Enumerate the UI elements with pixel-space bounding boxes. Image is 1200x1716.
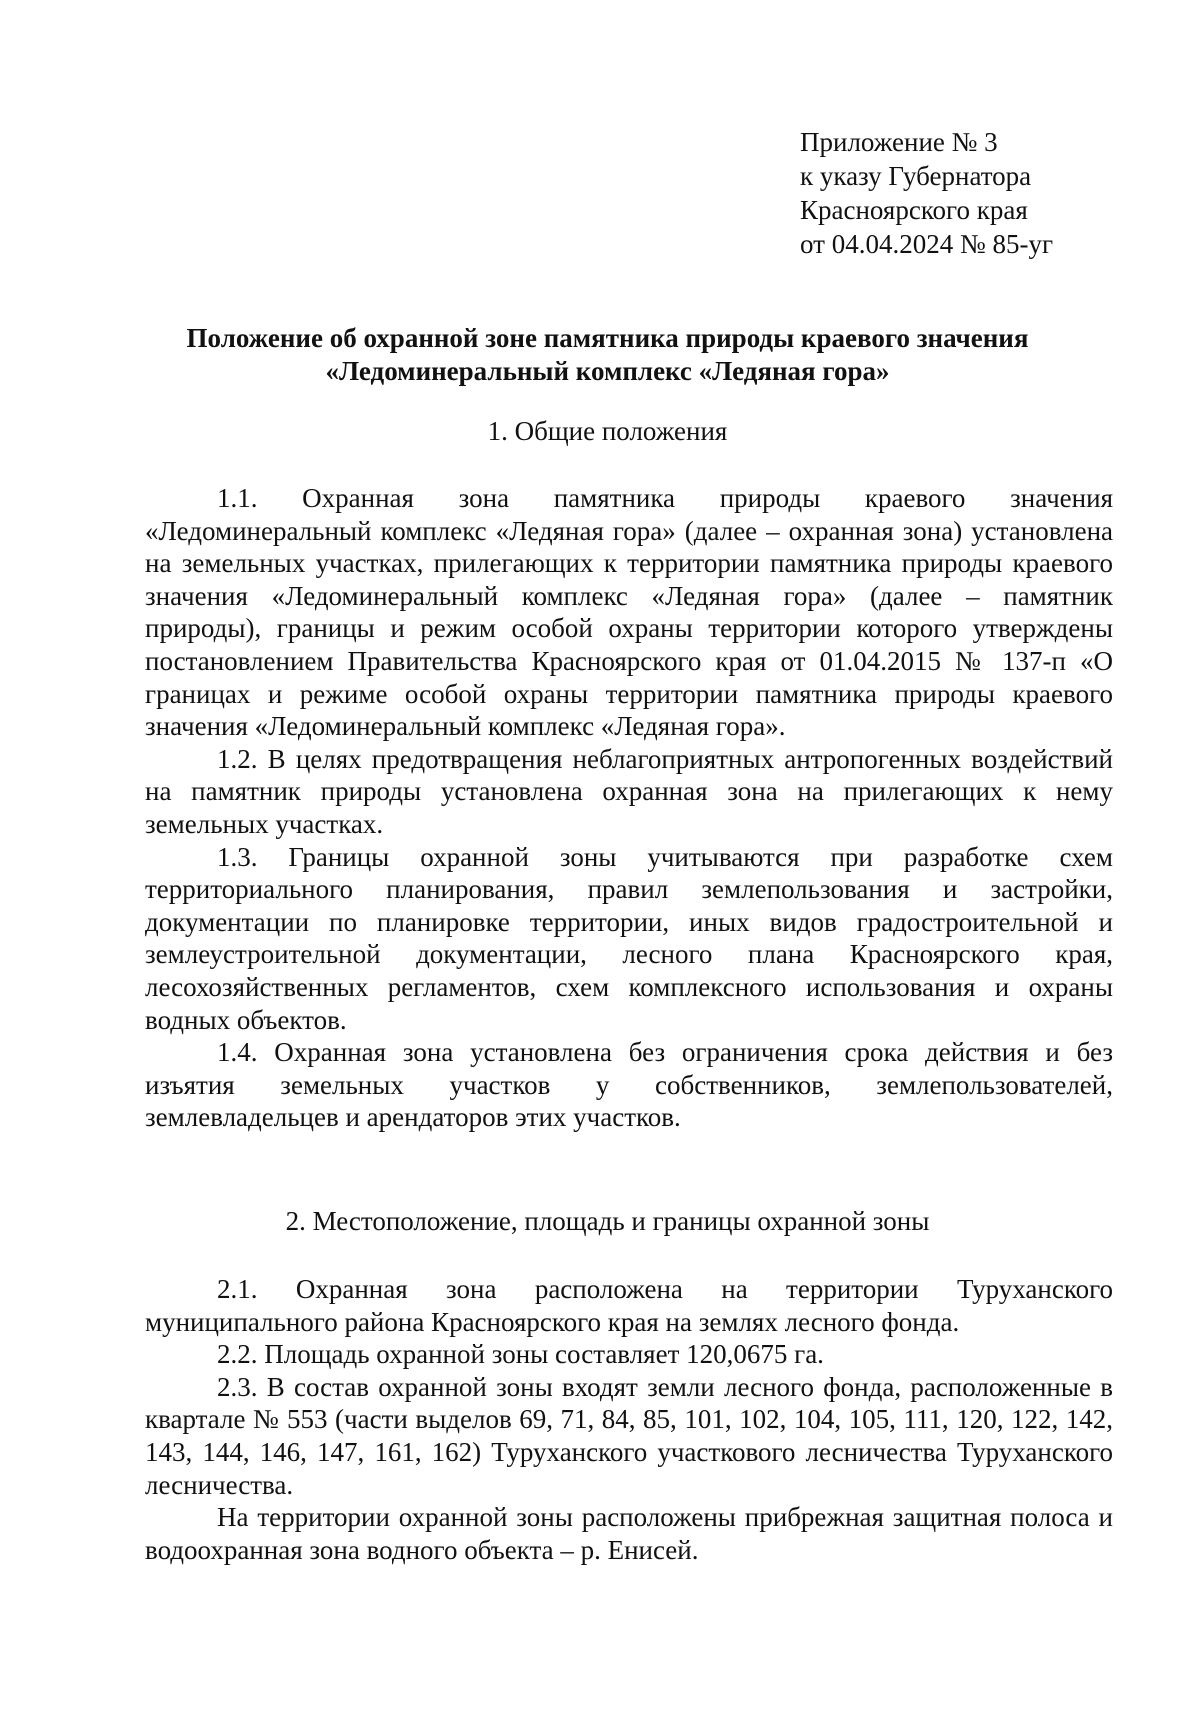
appendix-block xyxy=(800,125,1053,261)
section-2-body xyxy=(145,1273,1113,1566)
paragraph-1-3: 1.3. Границы охранной зоны учитываются при разработке схем территориального планирования, правил землепользования и застройки, документации по планировке территории, иных видов градостроительной и землеустроительной документации, лесного плана Красноярского края, лесохозяйственных регламентов, схем комплексного использования и охраны водных объектов. xyxy=(145,841,1113,1035)
document-title-line-1: Положение об охранной зоне памятника природы краевого значения xyxy=(186,323,1029,353)
paragraph-2-4: На территории охранной зоны расположены прибрежная защитная полоса и водоохранная зона водного объекта – р. Енисей. xyxy=(145,1502,1113,1565)
appendix-decree-ref: к указу Губернатора xyxy=(800,161,1032,191)
appendix-number: Приложение № 3 xyxy=(800,127,998,157)
paragraph-1-1: 1.1. Охранная зона памятника природы краевого значения «Ледоминеральный комплекс «Ледяная гора» (далее – охранная зона) установлена на земельных участках, прилегающих к территории памятника природы краевого значения «Ледоминеральный комплекс «Ледяная гора» (далее – памятник природы), границы и режим особой охраны территории которого утверждены постановлением Правительства Красноярского края от 01.04.2015 № 137-п «О границах и режиме особой охраны территории памятника природы краевого значения «Ледоминеральный комплекс «Ледяная гора». xyxy=(145,483,1113,742)
section-1-body xyxy=(145,482,1113,1134)
appendix-date-number: от 04.04.2024 № 85-уг xyxy=(800,229,1054,259)
paragraph-2-2: 2.2. Площадь охранной зоны составляет 120,0675 га. xyxy=(217,1339,824,1370)
document-title-line-2: «Ледоминеральный комплекс «Ледяная гора» xyxy=(325,356,890,386)
paragraph-2-3: 2.3. В состав охранной зоны входят земли лесного фонда, расположенные в квартале № 553 (части выделов 69, 71, 84, 85, 101, 102, 104, 105, 111, 120, 122, 142, 143, 144, 146, 147, 161, 162) Туруханского участкового лесничества Туруханского лесничества. xyxy=(145,1371,1113,1500)
section-2-heading: 2. Местоположение, площадь и границы охранной зоны xyxy=(285,1206,930,1236)
paragraph-2-1: 2.1. Охранная зона расположена на территории Туруханского муниципального района Красноярского края на землях лесного фонда. xyxy=(145,1274,1113,1337)
section-1-heading: 1. Общие положения xyxy=(487,416,728,446)
paragraph-1-4: 1.4. Охранная зона установлена без ограничения срока действия и без изъятия земельных участков у собственников, землепользователей, землевладельцев и арендаторов этих участков. xyxy=(145,1037,1113,1133)
document-title xyxy=(140,322,1075,388)
appendix-region: Красноярского края xyxy=(800,195,1028,225)
paragraph-1-2: 1.2. В целях предотвращения неблагоприятных антропогенных воздействий на памятник природы установлена охранная зона на прилегающих к нему земельных участках. xyxy=(145,743,1113,839)
